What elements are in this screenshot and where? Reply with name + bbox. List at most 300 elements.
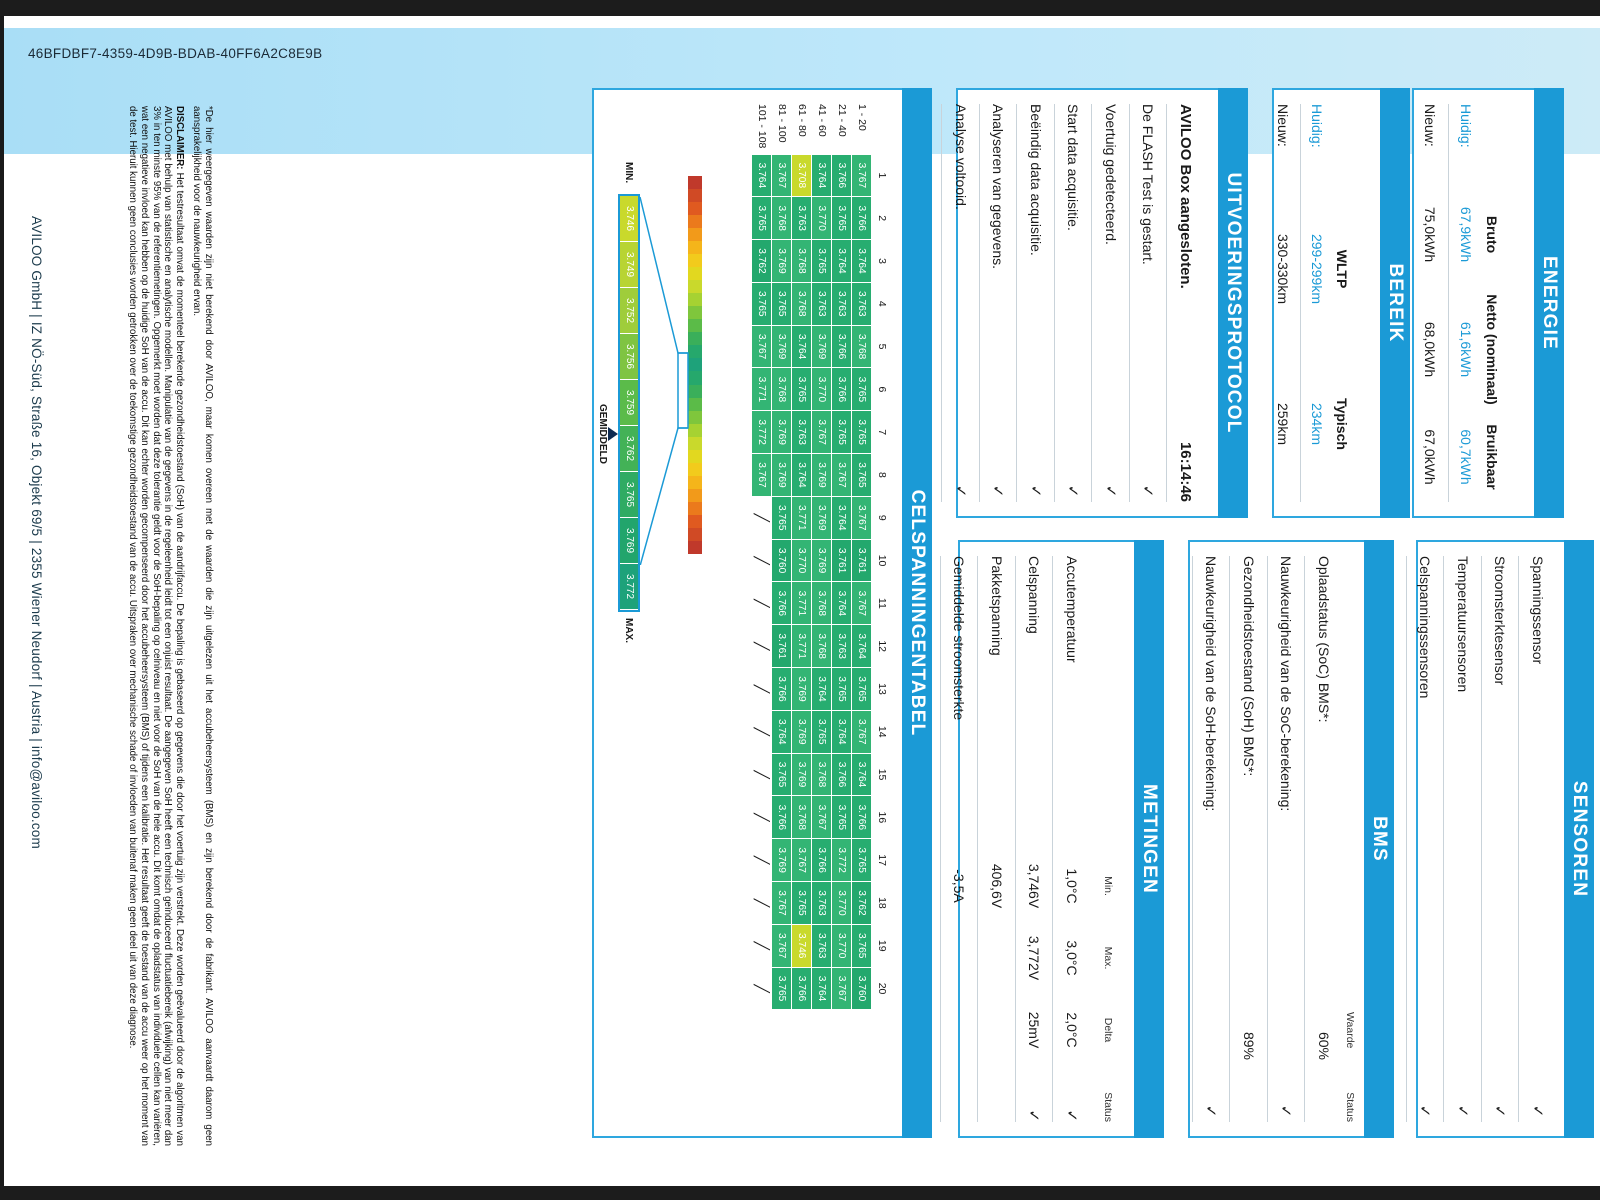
energy-new-bruikbaar: 67,0kWh [1422,429,1438,485]
cell-voltage: 3.764 [852,625,872,668]
measurements-body [951,556,1126,1122]
cell-voltage: 3.769 [812,496,832,539]
protocol-panel-rot [951,88,1248,518]
bottom-black-bar [0,1186,1600,1200]
cell-voltage: 3.763 [792,411,812,454]
cell-voltage: 3.771 [792,496,812,539]
protocol-step-label: Beëindig data acquisitie. [1027,104,1044,256]
protocol-step [942,104,980,502]
empty-cell-slash: ╱ [752,668,772,711]
cell-voltage: 3.764 [832,240,852,283]
scale-max-label: MAX. [623,618,635,643]
cell-voltage: 3.765 [852,668,872,711]
cell-row-label: 1 - 20 [856,104,868,131]
scale-min-label: MIN. [623,162,635,184]
cell-voltage: 3.767 [852,710,872,753]
cell-voltage: 3.766 [852,197,872,240]
range-col-headers [1334,104,1366,502]
measurements-col-headers [1090,556,1126,1122]
cell-voltage: 3.766 [772,582,792,625]
check-icon: ✓ [1025,1109,1043,1122]
cell-voltage: 3.768 [852,325,872,368]
scale-swatch [688,176,702,189]
cell-column-label: 6 [876,386,889,393]
bms-value: 89% [1240,1031,1257,1060]
cell-voltage: 3.764 [832,710,852,753]
cell-voltage: 3.764 [812,967,832,1010]
meas-row [978,556,1016,1122]
cell-voltage: 3.765 [832,411,852,454]
meas-max: 3,0°C [1063,940,1080,976]
bms-row [1305,556,1343,1122]
empty-cell-slash: ╱ [752,539,772,582]
scale-swatch [688,489,702,502]
energy-new-bruto: 75,0kWh [1422,206,1438,263]
cell-voltage-table-wrap [752,102,893,1010]
cell-voltage: 3.767 [832,454,852,497]
document-id: 46BFDBF7-4359-4D9B-BDAB-40FF6A2C8E9B [28,46,323,61]
protocol-step-label: Start data acquisitie. [1065,104,1082,231]
meas-label: Accutemperatuur [1063,556,1080,663]
protocol-step [1092,104,1130,502]
meas-min: -3,5A [951,869,968,903]
energy-panel-rot [1412,88,1564,518]
scale-swatch [688,306,702,319]
cell-column-label: 9 [876,514,889,521]
check-icon: ✓ [1062,1109,1080,1122]
meas-delta: 2,0°C [1063,1012,1080,1048]
check-icon: ✓ [1528,1104,1546,1118]
energy-current-bruto: 67,9kWh [1458,206,1475,263]
report-page [4,16,1600,1186]
cell-voltage: 3.765 [832,197,852,240]
range-current-label: Huidig: [1309,104,1326,148]
measurements-panel-rot [951,540,1164,1138]
scale-swatch [688,541,702,554]
energy-col-bruikbaar: Bruikbaar [1484,424,1500,490]
cell-column-label: 17 [876,854,889,866]
scale-swatch [688,189,702,202]
cell-voltage: 3.764 [752,154,772,197]
sensors-header: SENSOREN [1564,540,1594,1138]
disclaimer-label: DISCLAIMER: [173,106,185,170]
meas-max: 3,772V [1026,935,1043,981]
cell-column-label: 16 [876,811,889,824]
empty-cell-slash: ╱ [752,924,772,967]
cell-voltage: 3.761 [852,539,872,582]
cell-voltage: 3.762 [852,882,872,925]
meas-row [1015,556,1053,1122]
scale-average-marker [597,404,618,464]
range-current-typisch: 234km [1309,402,1326,446]
bms-panel [1188,540,1394,1138]
cell-voltage: 3.770 [832,882,852,925]
cell-column-label: 8 [876,472,889,478]
cell-voltage: 3.769 [772,325,792,368]
range-body [1275,104,1366,502]
protocol-time: 16:14:46 [1177,441,1195,502]
energy-panel [1412,88,1564,518]
cell-table-panel-rot [592,88,932,1138]
energy-current-bruikbaar: 60,7kWh [1458,429,1475,485]
protocol-step [1017,104,1055,502]
cell-voltage: 3.767 [772,154,792,197]
cell-voltage: 3.767 [852,496,872,539]
cell-voltage: 3.765 [752,282,772,325]
scale-values-row [618,162,640,643]
cell-column-label: 4 [876,300,889,307]
check-icon: ✓ [1026,484,1044,498]
range-new-wltp: 330-330km [1275,233,1291,305]
cell-row-label: 21 - 40 [836,104,848,137]
meas-label: Pakketspanning [988,556,1005,656]
sensors-panel-rot [1416,540,1594,1138]
bms-label: Nauwkeurigheid van de SoH-berekening: [1203,556,1220,812]
scale-values [618,194,640,612]
cell-voltage: 3.763 [812,882,832,925]
cell-voltage: 3.767 [752,325,772,368]
meas-col-status: Status [1102,1092,1114,1122]
cell-voltage: 3.765 [812,240,832,283]
cell-voltage: 3.761 [772,625,792,668]
cell-voltage: 3.770 [812,368,832,411]
cell-table-panel [592,88,932,1138]
cell-voltage: 3.765 [852,368,872,411]
cell-voltage: 3.765 [832,796,852,839]
top-black-bar [0,0,1600,16]
cell-voltage: 3.765 [792,882,812,925]
cell-voltage: 3.766 [832,154,852,197]
check-icon: ✓ [1277,1104,1295,1118]
empty-cell-slash: ╱ [752,496,772,539]
cell-column-label: 3 [876,258,889,264]
cell-voltage: 3.763 [812,282,832,325]
cell-column-label: 10 [876,554,889,567]
cell-voltage: 3.768 [812,625,832,668]
cell-voltage: 3.768 [812,753,832,796]
scale-swatch [688,228,702,241]
cell-voltage: 3.765 [852,839,872,882]
cell-voltage: 3.769 [812,454,832,497]
scale-swatch [688,202,702,215]
cell-voltage: 3.765 [832,668,852,711]
energy-header: ENERGIE [1534,88,1564,518]
cell-voltage: 3.764 [812,668,832,711]
cell-voltage: 3.766 [852,796,872,839]
protocol-panel [951,88,1248,518]
cell-voltage: 3.769 [772,411,792,454]
range-header: BEREIK [1380,88,1410,518]
bms-label: Gezondheidstoestand (SoH) BMS*: [1240,556,1257,777]
meas-col-delta: Delta [1102,1017,1114,1043]
scale-value: 3.765 [620,472,638,518]
scale-swatch [688,385,702,398]
cell-voltage: 3.771 [792,625,812,668]
meas-row [940,556,978,1122]
bms-header: BMS [1364,540,1394,1138]
sensor-item [1444,556,1482,1122]
meas-min: 1,0°C [1063,868,1080,904]
check-icon: ✓ [989,484,1007,498]
cell-voltage: 3.769 [792,710,812,753]
scale-swatch [688,502,702,515]
cell-voltage: 3.765 [772,282,792,325]
empty-cell-slash: ╱ [752,710,772,753]
cell-voltage: 3.708 [792,154,812,197]
empty-cell-slash: ╱ [752,582,772,625]
meas-col-min: Min. [1102,876,1114,896]
cell-column-label: 20 [876,982,889,995]
check-icon: ✓ [1453,1104,1471,1118]
cell-row-label: 61 - 80 [796,104,808,137]
disclaimer-text: Het testresultaat omvat de momenteel berekende gezondheidstoestand (SoH) van de aandrijfaccu. De bepaling is gebaseerd op gegevens die door het voertuig zijn verstrekt. Deze worden geëvalueerd door de algoritmen van AVILOO met behulp van statistische en analytische modellen. Manipulatie van de gegevens in de regeleenheid leidt tot een onjuist resultaat. De aangegeven SoH heeft een technisch geïnduceerd fluctuatiebereik (afwijking) van niet meer dan 3% in ten minste 95% van de referentiemetingen. Opgemerkt moet worden dat deze tolerantie geldt voor de SoH-bepaling op celniveau en niet voor de SoH van de hele accu. Dit komt omdat de opladstatus van individuele cellen kan variëren, wat een negatieve invloed kan hebben op de huidige SoH van de accu. Dit kan echter worden gecompenseerd door het accubeheersysteem (BMS) of tijdens een kalibratie. Het resultaat geeft de toestand van de accu weer op het moment van de test. Hieruit kunnen geen conclusies worden getrokken over de toekomstige gezondheidstoestand van de accu. Uitspraken over mechanische schade of invloeden van buitenaf maken geen deel uit van deze diagnose. [127,106,185,1146]
scale-swatch [688,241,702,254]
scale-swatch [688,424,702,437]
bms-body [1200,556,1356,1122]
cell-voltage: 3.768 [792,282,812,325]
disclaimer-block-rot [34,106,214,1146]
scale-value: 3.746 [620,196,638,242]
cell-voltage: 3.766 [832,753,852,796]
empty-cell-slash: ╱ [752,967,772,1010]
cell-voltage: 3.746 [792,924,812,967]
color-scale-bar [688,176,702,554]
empty-cell-slash: ╱ [752,625,772,668]
footnote: *De hier weergegeven waarden zijn niet berekend door AVILOO, maar komen overeen met de waarden die zijn uitgelezen uit het accubeheersysteem (BMS) en zijn berekend door de fabrikant. AVILOO aanvaardt daarom geen aansprakelijkheid voor de nauwkeurigheid ervan. [191,106,214,1146]
cell-row-label: 81 - 100 [776,104,788,143]
scale-swatch [688,398,702,411]
sensor-item [1481,556,1519,1122]
cell-column-label: 14 [876,725,889,738]
protocol-title: AVILOO Box aangesloten. [1177,104,1195,289]
cell-voltage: 3.763 [812,924,832,967]
cell-voltage: 3.767 [832,967,852,1010]
bms-col-status: Status [1344,1092,1356,1122]
cell-voltage: 3.765 [852,411,872,454]
bms-row [1267,556,1305,1122]
cell-voltage-table [752,102,893,1010]
range-panel [1272,88,1410,518]
scale-swatch [688,267,702,280]
cell-voltage: 3.762 [752,240,772,283]
range-panel-rot [1272,88,1410,518]
cell-column-label: 19 [876,939,889,952]
cell-voltage: 3.767 [792,839,812,882]
cell-voltage: 3.770 [832,924,852,967]
protocol-title-row [1167,104,1205,502]
cell-voltage: 3.766 [832,368,852,411]
cell-voltage: 3.768 [812,582,832,625]
cell-row [852,102,872,1010]
cell-column-label: 18 [876,897,889,909]
footer-address: AVILOO GmbH | IZ NÖ-Süd, Straße 16, Objekt 69/5 | 2355 Wiener Neudorf | Austria | info@aviloo.com [29,216,44,849]
cell-voltage: 3.764 [812,154,832,197]
cell-row [832,102,852,1010]
cell-voltage: 3.764 [852,240,872,283]
empty-cell-slash: ╱ [752,839,772,882]
bms-col-value: Waarde [1344,1012,1356,1049]
sensors-panel [1416,540,1594,1138]
energy-col-bruto: Bruto [1484,215,1500,254]
check-icon: ✓ [1491,1104,1509,1118]
cell-voltage: 3.770 [792,539,812,582]
cell-voltage: 3.770 [812,197,832,240]
cell-voltage: 3.767 [852,582,872,625]
cell-voltage: 3.767 [772,882,792,925]
cell-voltage: 3.765 [792,368,812,411]
cell-voltage: 3.769 [792,753,812,796]
energy-current-label: Huidig: [1458,104,1475,148]
cell-row [812,102,832,1010]
cell-voltage: 3.769 [772,454,792,497]
cell-voltage: 3.760 [772,539,792,582]
average-triangle-icon [608,427,618,441]
scale-swatch [688,215,702,228]
scale-swatch [688,463,702,476]
cell-voltage: 3.768 [792,240,812,283]
cell-voltage: 3.761 [832,539,852,582]
meas-label: Celspanning [1026,556,1043,634]
sensor-label: Spanningssensor [1529,556,1546,665]
scale-value: 3.759 [620,380,638,426]
energy-current-row [1448,104,1484,502]
protocol-step-label: Voertuig gedetecteerd. [1102,104,1119,245]
scale-swatch [688,332,702,345]
sensor-item [1406,556,1444,1122]
scale-swatch [688,345,702,358]
sensors-body [1416,556,1556,1122]
cell-row [772,102,792,1010]
cell-voltage: 3.764 [792,325,812,368]
cell-voltage: 3.767 [752,454,772,497]
protocol-header: UITVOERINGSPROTOCOL [1218,88,1248,518]
protocol-step [979,104,1017,502]
scale-swatch [688,371,702,384]
meas-delta: 25mV [1026,1011,1043,1049]
meas-row [1053,556,1091,1122]
cell-voltage: 3.769 [772,240,792,283]
scale-swatch [688,358,702,371]
scale-swatch [688,411,702,424]
cell-column-label: 7 [876,429,889,436]
sensor-item [1519,556,1557,1122]
cell-voltage: 3.763 [832,282,852,325]
scale-value: 3.769 [620,518,638,564]
scale-swatch [688,515,702,528]
measurements-header: METINGEN [1134,540,1164,1138]
cell-voltage: 3.764 [832,496,852,539]
scale-value: 3.762 [620,426,638,472]
footer-rot [24,216,44,1016]
check-icon: ✓ [1101,484,1119,498]
cell-column-label: 2 [876,215,889,222]
scale-value: 3.772 [620,564,638,610]
cell-voltage: 3.768 [772,368,792,411]
empty-cell-slash: ╱ [752,753,772,796]
cell-voltage: 3.766 [832,325,852,368]
bms-label: Oplaadstatus (SoC) BMS*: [1315,556,1332,723]
cell-voltage: 3.769 [792,668,812,711]
cell-voltage: 3.769 [812,539,832,582]
check-icon: ✓ [1139,484,1157,498]
cell-voltage: 3.767 [812,796,832,839]
cell-voltage: 3.765 [772,753,792,796]
check-icon: ✓ [1064,484,1082,498]
cell-voltage: 3.764 [772,710,792,753]
cell-voltage: 3.771 [792,582,812,625]
cell-voltage: 3.764 [832,582,852,625]
empty-cell-slash: ╱ [752,796,772,839]
disclaimer [127,106,185,1146]
cell-voltage: 3.771 [752,368,772,411]
scale-swatch [688,528,702,541]
cell-voltage: 3.765 [772,496,792,539]
cell-row [792,102,812,1010]
protocol-step-label: Analyseren van gegevens. [990,104,1007,269]
cell-voltage: 3.768 [792,796,812,839]
cell-voltage: 3.765 [852,924,872,967]
range-new-label: Nieuw: [1275,104,1291,147]
energy-col-headers [1484,104,1520,502]
check-icon: ✓ [1416,1104,1434,1118]
empty-cell-slash: ╱ [752,882,772,925]
cell-voltage: 3.765 [852,454,872,497]
meas-label: Gemiddelde stroomsterkte [951,556,968,721]
cell-row-label: 41 - 60 [816,104,828,137]
cell-voltage: 3.766 [772,668,792,711]
energy-body [1424,104,1520,502]
cell-voltage: 3.763 [852,282,872,325]
protocol-step-label: De FLASH Test is gestart. [1140,104,1157,265]
bms-value: 60% [1315,1031,1332,1060]
scale-avg-label: GEMIDDELD [597,404,608,464]
cell-voltage: 3.767 [772,924,792,967]
range-new-row [1266,104,1300,502]
energy-new-netto: 68,0kWh [1422,321,1438,378]
meas-col-max: Max. [1102,946,1114,970]
cell-column-label: 13 [876,683,889,695]
sensor-label: Celspanningssensoren [1417,556,1434,699]
protocol-step [1129,104,1167,502]
scale-swatch [688,450,702,463]
cell-voltage: 3.760 [852,967,872,1010]
cell-voltage: 3.769 [812,325,832,368]
range-col-wltp: WLTP [1334,249,1350,289]
scale-value: 3.752 [620,288,638,334]
range-new-typisch: 259km [1275,402,1291,446]
cell-voltage: 3.772 [832,839,852,882]
cell-voltage: 3.768 [772,197,792,240]
protocol-step [1054,104,1092,502]
cell-voltage: 3.772 [752,411,772,454]
cell-voltage: 3.766 [792,967,812,1010]
cell-row [752,102,772,1010]
energy-current-netto: 61,6kWh [1458,321,1475,378]
cell-voltage: 3.765 [812,710,832,753]
bms-label: Nauwkeurigheid van de SoC-berekening: [1278,556,1295,812]
range-col-typisch: Typisch [1334,398,1350,450]
scale-swatch [688,437,702,450]
scale-swatch [688,293,702,306]
scale-swatch [688,254,702,267]
meas-min: 406,6V [988,863,1005,909]
cell-voltage: 3.763 [832,625,852,668]
measurements-panel [951,540,1164,1138]
cell-voltage: 3.766 [772,796,792,839]
cell-column-label: 1 [876,172,889,179]
cell-voltage: 3.763 [792,197,812,240]
bms-row [1192,556,1230,1122]
